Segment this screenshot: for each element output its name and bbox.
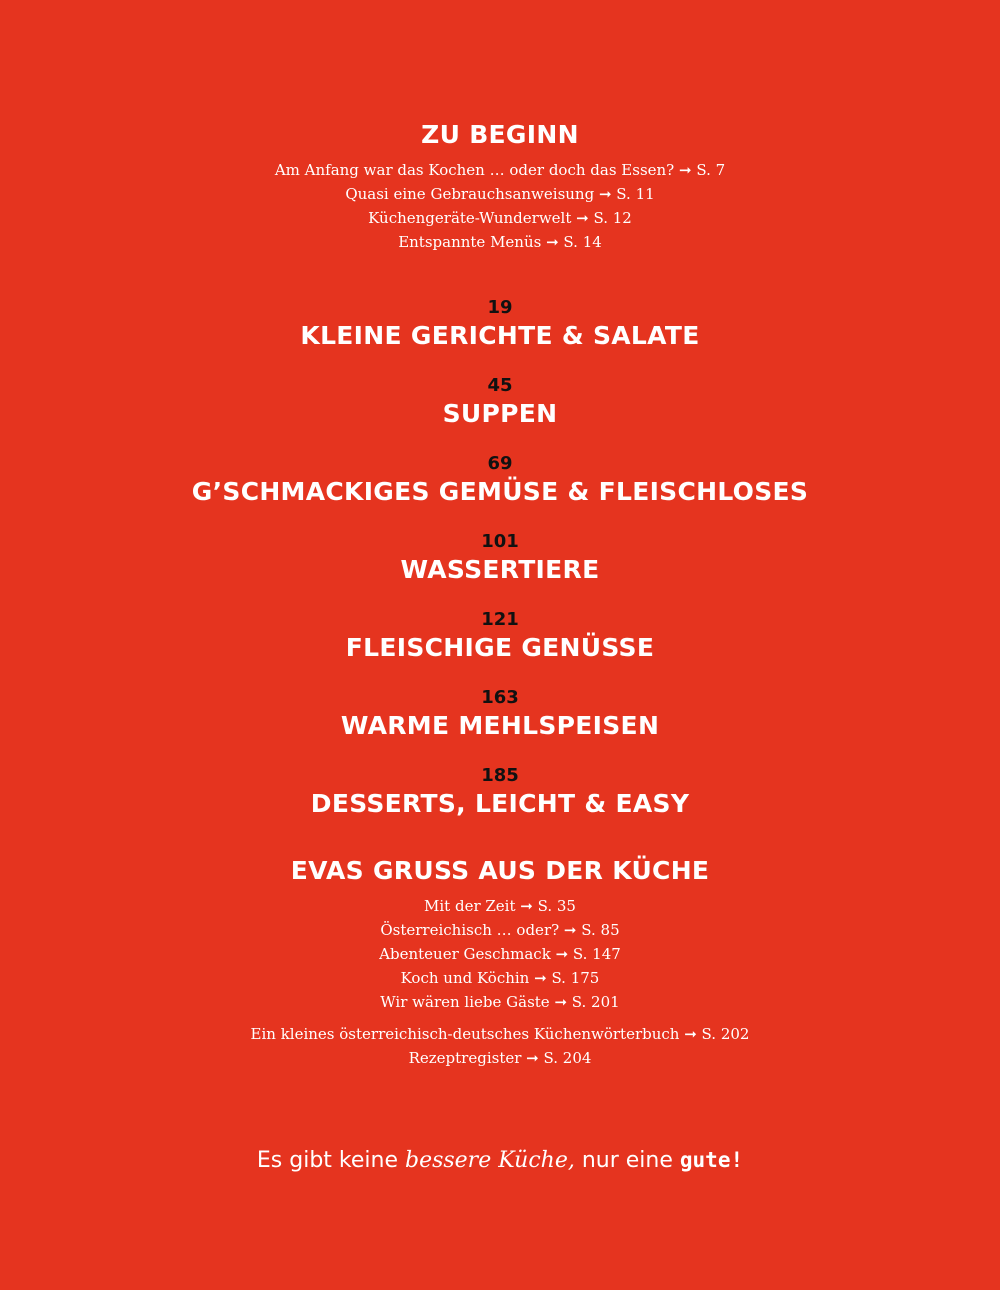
chapter-page-number: 45 — [487, 375, 513, 396]
extras-section — [0, 1022, 1000, 1070]
chapter-title: WASSERTIERE — [400, 555, 600, 584]
chapter-list — [0, 297, 1000, 843]
intro-entry[interactable]: Am Anfang war das Kochen … oder doch das Essen? ➞ S. 7 — [274, 161, 726, 179]
intro-entry[interactable]: Quasi eine Gebrauchsanweisung ➞ S. 11 — [345, 185, 655, 203]
tagline-part: nur eine — [574, 1148, 680, 1173]
chapter-page-number: 69 — [487, 453, 513, 474]
extras-entry[interactable]: Ein kleines österreichisch-deutsches Küchenwörterbuch ➞ S. 202 — [250, 1025, 750, 1043]
chapter-item[interactable] — [0, 375, 1000, 429]
gruss-section — [0, 856, 1000, 1014]
gruss-entry[interactable]: Abenteuer Geschmack ➞ S. 147 — [379, 945, 621, 963]
tagline-emphasis: bessere Küche, — [404, 1148, 575, 1173]
tagline — [0, 1148, 1000, 1173]
tagline-emphasis-mono: gute! — [679, 1148, 744, 1172]
chapter-page-number: 163 — [481, 687, 519, 708]
chapter-item[interactable] — [0, 765, 1000, 819]
chapter-item[interactable] — [0, 453, 1000, 507]
gruss-entry[interactable]: Mit der Zeit ➞ S. 35 — [424, 897, 576, 915]
chapter-title: G’SCHMACKIGES GEMÜSE & FLEISCHLOSES — [191, 477, 809, 506]
chapter-title: WARME MEHLSPEISEN — [340, 711, 660, 740]
chapter-title: KLEINE GERICHTE & SALATE — [300, 321, 700, 350]
tagline-part: Es gibt keine — [256, 1148, 405, 1173]
chapter-page-number: 185 — [481, 765, 519, 786]
gruss-entry[interactable]: Wir wären liebe Gäste ➞ S. 201 — [380, 993, 620, 1011]
chapter-page-number: 121 — [481, 609, 519, 630]
extras-entry[interactable]: Rezeptregister ➞ S. 204 — [408, 1049, 592, 1067]
chapter-title: FLEISCHIGE GENÜSSE — [345, 633, 655, 662]
chapter-title: SUPPEN — [442, 399, 558, 428]
gruss-entry[interactable]: Koch und Köchin ➞ S. 175 — [400, 969, 600, 987]
intro-heading: ZU BEGINN — [421, 120, 579, 149]
gruss-heading: EVAS GRUSS AUS DER KÜCHE — [290, 856, 710, 885]
chapter-item[interactable] — [0, 609, 1000, 663]
intro-section — [0, 120, 1000, 254]
chapter-item[interactable] — [0, 531, 1000, 585]
chapter-item[interactable] — [0, 687, 1000, 741]
intro-entry[interactable]: Küchengeräte-Wunderwelt ➞ S. 12 — [368, 209, 632, 227]
chapter-page-number: 101 — [481, 531, 519, 552]
gruss-entry[interactable]: Österreichisch … oder? ➞ S. 85 — [380, 921, 620, 939]
intro-entry[interactable]: Entspannte Menüs ➞ S. 14 — [398, 233, 602, 251]
chapter-page-number: 19 — [487, 297, 513, 318]
chapter-title: DESSERTS, LEICHT & EASY — [310, 789, 690, 818]
chapter-item[interactable] — [0, 297, 1000, 351]
